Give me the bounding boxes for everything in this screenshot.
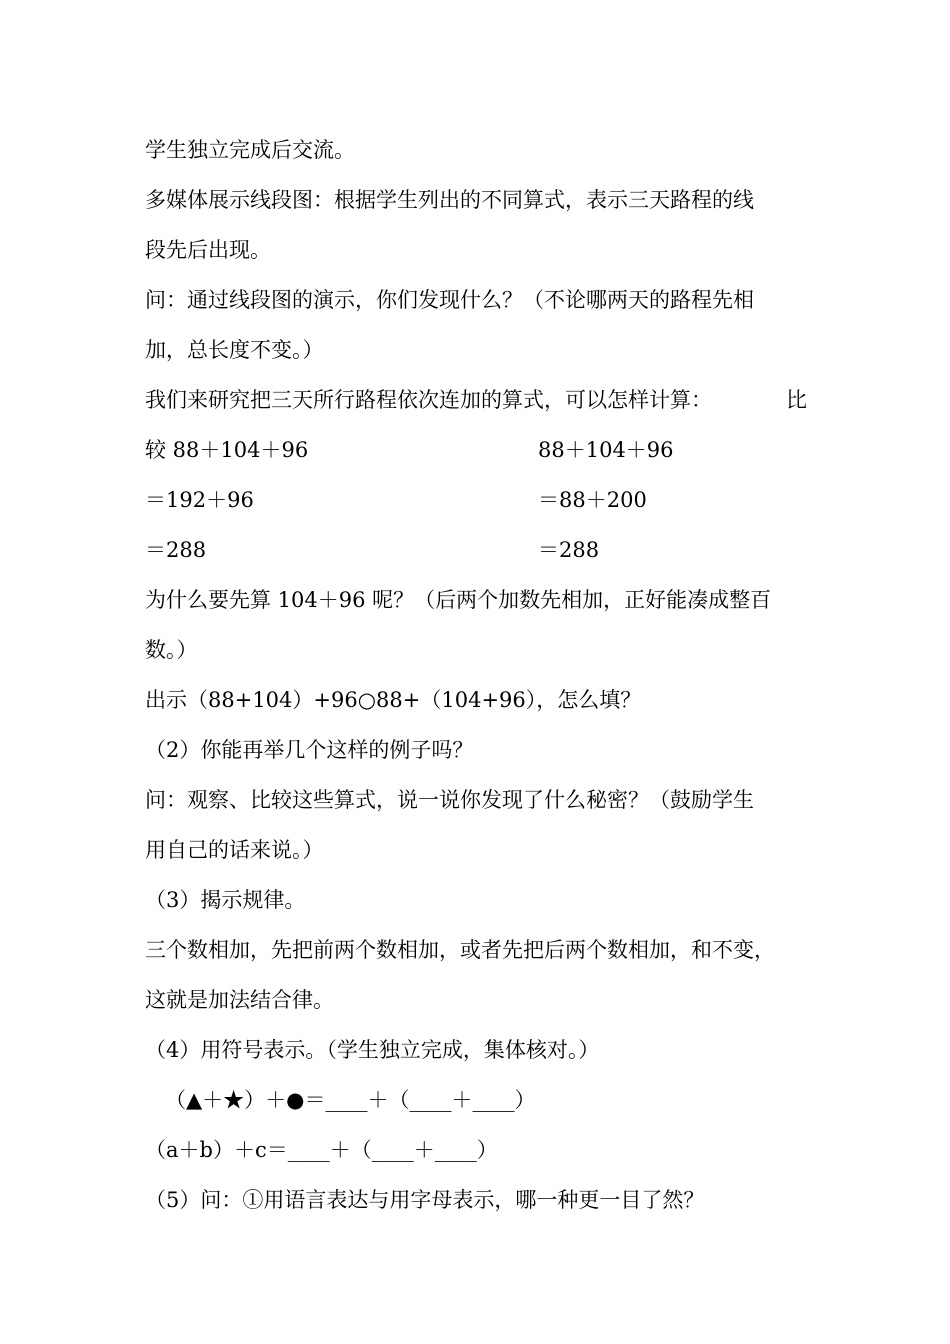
paragraph-line: 加，总长度不变。） bbox=[145, 338, 324, 362]
paragraph-line: 数。） bbox=[145, 638, 198, 662]
paragraph-line: 问：通过线段图的演示，你们发现什么？（不论哪两天的路程先相 bbox=[145, 288, 754, 312]
letter-formula: （a＋b）＋c＝____＋（____＋____） bbox=[145, 1138, 498, 1162]
equation-right: 88＋104＋96 bbox=[538, 438, 674, 462]
paragraph-line: 学生独立完成后交流。 bbox=[145, 138, 355, 162]
equation-left: 较 88＋104＋96 bbox=[145, 438, 309, 462]
paragraph-line: （2）你能再举几个这样的例子吗？ bbox=[145, 738, 474, 762]
paragraph-line: （3）揭示规律。 bbox=[145, 888, 306, 912]
symbol-formula: （▲＋★）＋●＝____＋（____＋____） bbox=[165, 1088, 536, 1112]
paragraph-line: 我们来研究把三天所行路程依次连加的算式，可以怎样计算： bbox=[145, 388, 712, 412]
paragraph-line: 三个数相加，先把前两个数相加，或者先把后两个数相加，和不变， bbox=[145, 938, 775, 962]
paragraph-line-tail: 比 bbox=[786, 388, 807, 412]
equation-right: ＝288 bbox=[538, 538, 600, 562]
equation-right: ＝88＋200 bbox=[538, 488, 647, 512]
paragraph-line: 出示（88+104）+96○88+（104+96），怎么填？ bbox=[145, 688, 642, 712]
paragraph-line: 为什么要先算 104＋96 呢？（后两个加数先相加，正好能凑成整百 bbox=[145, 588, 772, 612]
paragraph-line: 段先后出现。 bbox=[145, 238, 271, 262]
paragraph-line: （5）问：①用语言表达与用字母表示，哪一种更一目了然？ bbox=[145, 1188, 705, 1212]
paragraph-line: 用自己的话来说。） bbox=[145, 838, 324, 862]
paragraph-line: 多媒体展示线段图：根据学生列出的不同算式，表示三天路程的线 bbox=[145, 188, 754, 212]
equation-left: ＝192＋96 bbox=[145, 488, 254, 512]
paragraph-line: （4）用符号表示。（学生独立完成，集体核对。） bbox=[145, 1038, 600, 1062]
paragraph-line: 这就是加法结合律。 bbox=[145, 988, 334, 1012]
paragraph-line: 问：观察、比较这些算式，说一说你发现了什么秘密？（鼓励学生 bbox=[145, 788, 754, 812]
equation-left: ＝288 bbox=[145, 538, 207, 562]
